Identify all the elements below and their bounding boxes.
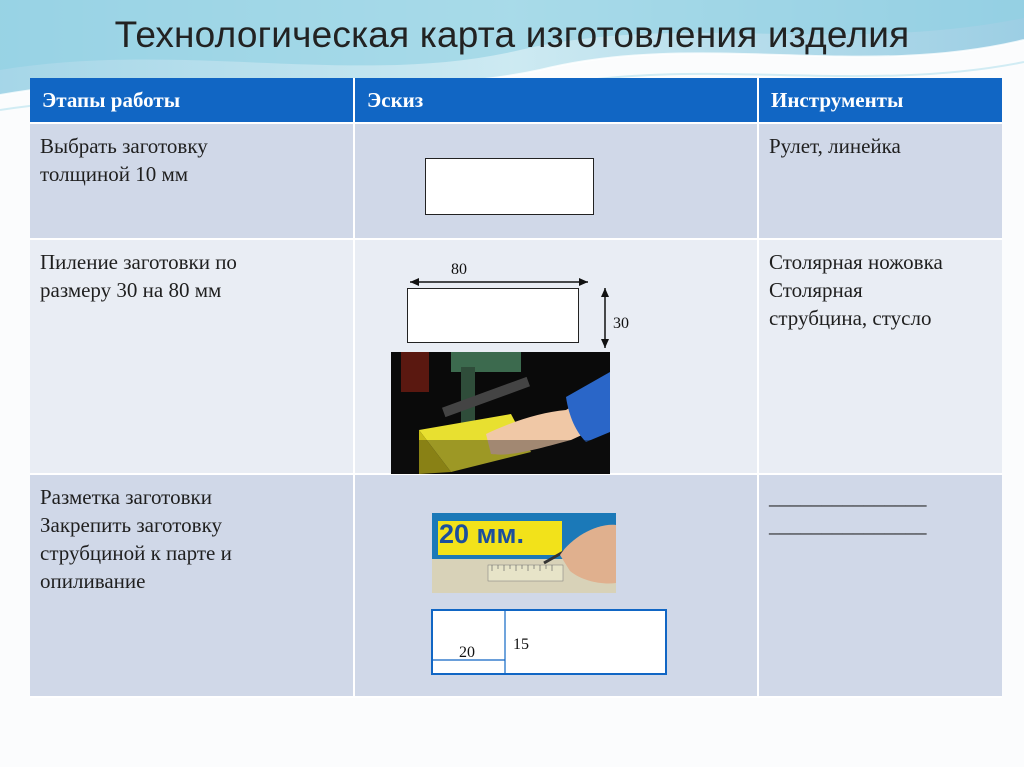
table-row [30, 240, 1002, 475]
sawing-photo-image [391, 352, 610, 474]
tools-cell [759, 475, 1002, 698]
tool-line: Рулет, линейка [769, 134, 901, 158]
stage-line: Закрепить заготовку [40, 513, 222, 537]
table-row [30, 475, 1002, 698]
tool-line: Столярная ножовка [769, 250, 943, 274]
tool-line: Столярная [769, 278, 863, 302]
stage-line: размеру 30 на 80 мм [40, 278, 222, 302]
sketch-cell [355, 475, 759, 698]
marked-workpiece [431, 609, 667, 675]
header-stages: Этапы работы [30, 78, 355, 124]
photo-caption: 20 мм. [439, 519, 524, 549]
tools-cell [759, 240, 1002, 475]
table-row [30, 124, 1002, 240]
stage-line: Выбрать заготовку [40, 134, 208, 158]
header-tools: Инструменты [759, 78, 1002, 124]
mark-label-15: 15 [513, 636, 529, 653]
stage-cell [30, 124, 355, 240]
height-dimension-label: 30 [613, 315, 629, 332]
workpiece-rectangle [425, 158, 594, 215]
width-dimension-label: 80 [451, 261, 467, 278]
cut-workpiece-rectangle [407, 288, 579, 343]
stage-line: Пиление заготовки по [40, 250, 237, 274]
stage-cell [30, 240, 355, 475]
sawing-photo [391, 352, 610, 474]
tool-blank-line: _______________ [769, 485, 927, 509]
sketch-cell [355, 240, 759, 475]
stage-line: Разметка заготовки [40, 485, 212, 509]
stage-line: опиливание [40, 569, 146, 593]
header-sketch: Эскиз [355, 78, 759, 124]
tools-cell [759, 124, 1002, 240]
stage-line: толщиной 10 мм [40, 162, 189, 186]
marking-lines [433, 611, 665, 673]
sketch-cell [355, 124, 759, 240]
tool-blank-line: _______________ [769, 513, 927, 537]
page-title: Технологическая карта изготовления изделия [114, 14, 910, 55]
stage-cell [30, 475, 355, 698]
process-card-table [30, 78, 1002, 698]
tool-line: струбцина, стусло [769, 306, 932, 330]
mark-label-20: 20 [459, 644, 475, 661]
stage-line: струбциной к парте и [40, 541, 232, 565]
